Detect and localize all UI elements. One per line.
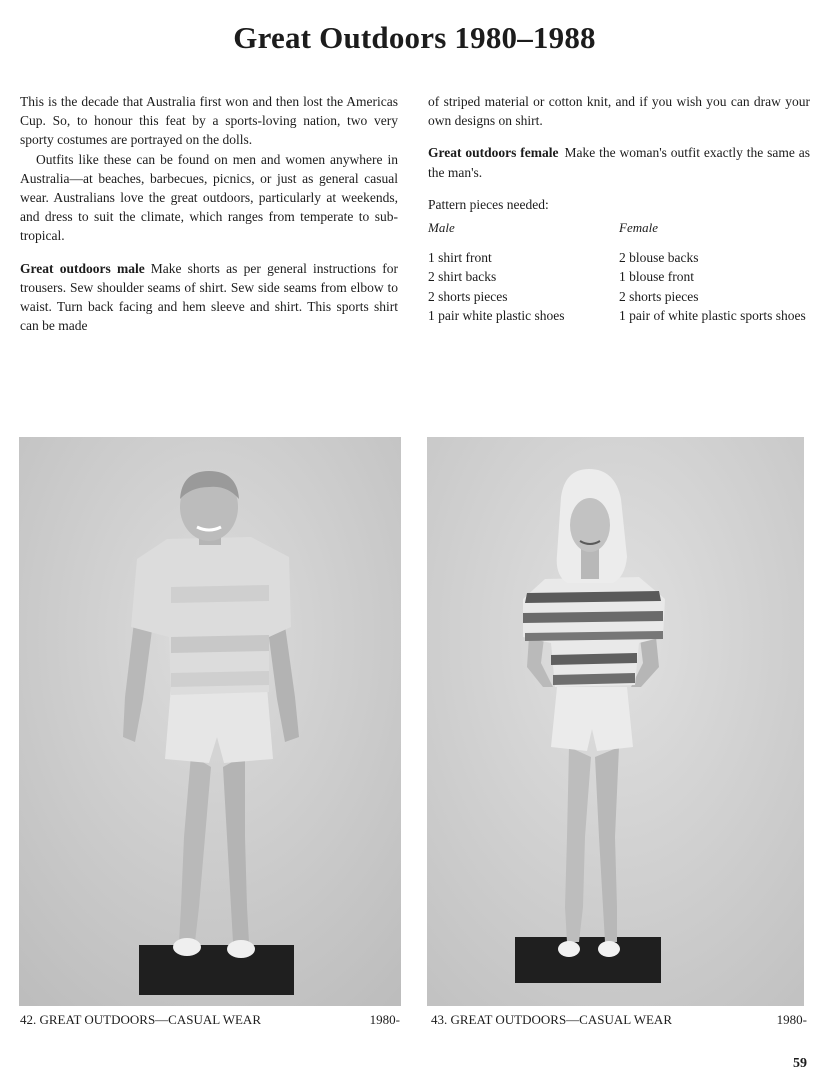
page-title: Great Outdoors 1980–1988 (233, 20, 596, 55)
pattern-pieces-lists (428, 218, 810, 325)
female-doll-illustration (427, 437, 804, 1006)
doll-stand (515, 937, 661, 983)
outfits-paragraph: Outfits like these can be found on men and women anywhere in Australia—at beaches, barbecues, picnics, or just as general casual wear. Australians love the great outdoors, particularly at weekends, and dress to suit the climate, which ranges from temperate to sub-tropical. (20, 151, 398, 244)
page-number: 59 (793, 1056, 807, 1071)
list-item: 2 shirt backs (428, 269, 497, 285)
caption-year: 1980- (776, 1012, 807, 1027)
list-item: 1 blouse front (619, 269, 694, 285)
intro-paragraph: This is the decade that Australia first won and then lost the Americas Cup. So, to honour this feat by a sports-loving nation, two very sporty costumes are portrayed on the dolls. (20, 94, 398, 148)
caption-figure-43 (431, 1012, 807, 1028)
continued-paragraph: of striped material or cotton knit, and if you wish you can draw your own designs on shirt. (428, 94, 810, 129)
male-instructions-paragraph (20, 259, 398, 336)
male-instructions-text: Make shorts as per general instructions for trousers. Sew shoulder seams of shirt. Sew side seams from elbow to waist. Turn back facing and hem sleeve and shirt. This sports shirt can be made (20, 260, 399, 334)
female-instructions-paragraph (428, 143, 810, 181)
list-item: 2 shorts pieces (428, 288, 508, 304)
caption-label: 42. GREAT OUTDOORS—CASUAL WEAR (20, 1012, 261, 1027)
female-pieces-list (619, 218, 810, 325)
male-pieces-heading: Male (428, 220, 455, 236)
female-section-heading: Great outdoors female (428, 145, 559, 161)
list-item: 2 blouse backs (619, 250, 699, 266)
male-pieces-list (428, 218, 619, 325)
female-pieces-heading: Female (619, 220, 658, 236)
right-text-column (428, 92, 810, 325)
list-item: 1 pair of white plastic sports shoes (619, 307, 806, 323)
left-text-column (20, 92, 398, 335)
caption-figure-42 (20, 1012, 400, 1028)
female-doll-photo (427, 437, 804, 1006)
list-item: 1 shirt front (428, 250, 492, 266)
female-instructions-text: Make the woman's outfit exactly the same as the man's. (428, 145, 810, 180)
caption-label: 43. GREAT OUTDOORS—CASUAL WEAR (431, 1012, 672, 1027)
list-item: 1 pair white plastic shoes (428, 307, 565, 323)
male-doll-photo (19, 437, 401, 1006)
male-doll-illustration (19, 437, 401, 1006)
caption-year: 1980- (369, 1012, 400, 1027)
list-item: 2 shorts pieces (619, 288, 699, 304)
doll-stand (139, 945, 294, 995)
pattern-pieces-heading: Pattern pieces needed: (428, 196, 549, 212)
male-section-heading: Great outdoors male (20, 260, 145, 276)
